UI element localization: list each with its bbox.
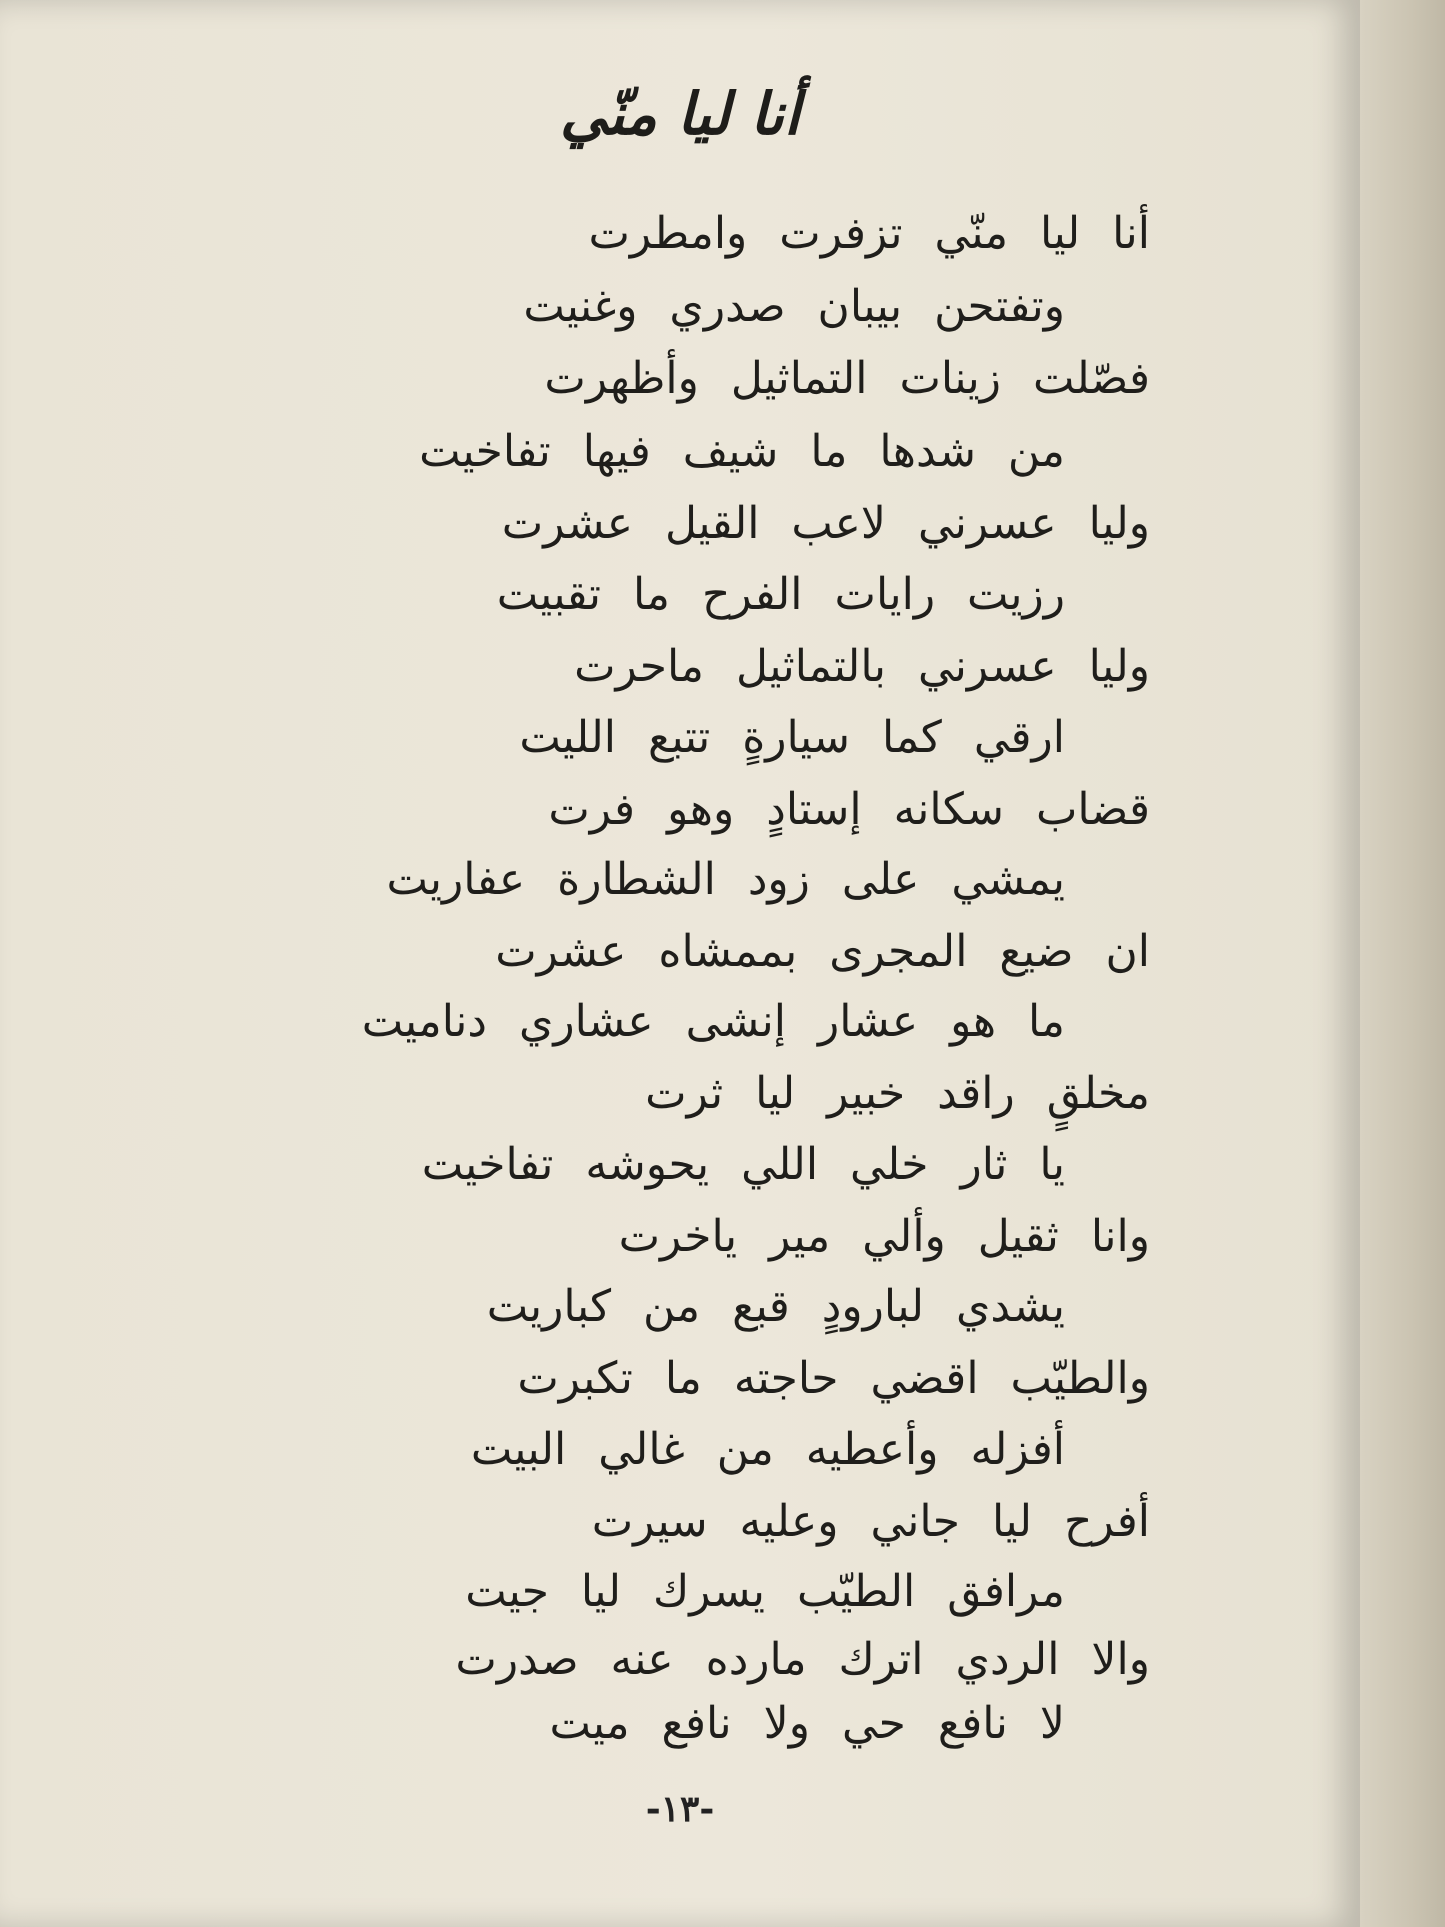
poem-line: يمشي على زود الشطارة عفاريت: [386, 854, 1065, 905]
poem-line: أفرح ليا جاني وعليه سيرت: [591, 1496, 1150, 1547]
page-edge: [1360, 0, 1445, 1927]
poem-line: لا نافع حي ولا نافع ميت: [549, 1698, 1065, 1749]
poem-line: وتفتحن بيبان صدري وغنيت: [523, 281, 1065, 332]
poem-line: ما هو عشار إنشى عشاري دناميت: [361, 996, 1065, 1047]
poem-line: وانا ثقيل وألي مير ياخرت: [618, 1211, 1150, 1262]
poem-line: رزيت رايات الفرح ما تقبيت: [496, 569, 1065, 620]
poem-line: يشدي لبارودٍ قبع من كباريت: [486, 1281, 1065, 1332]
poem-line: قضاب سكانه إستادٍ وهو فرت: [548, 784, 1150, 835]
page-number: -١٣-: [645, 1788, 715, 1830]
poem-line: فصّلت زينات التماثيل وأظهرت: [544, 353, 1150, 404]
poem-line: مرافق الطيّب يسرك ليا جيت: [465, 1566, 1065, 1617]
poem-line: وليا عسرني لاعب القيل عشرت: [501, 498, 1150, 549]
poem-body: [140, 0, 1150, 1780]
poem-line: أفزله وأعطيه من غالي البيت: [470, 1424, 1065, 1475]
poem-title: أنا ليا منّي: [559, 80, 801, 148]
poem-line: والطيّب اقضي حاجته ما تكبرت: [517, 1353, 1150, 1404]
poem-line: ارقي كما سيارةٍ تتبع الليت: [519, 712, 1065, 763]
poem-line: يا ثار خلي اللي يحوشه تفاخيت: [421, 1139, 1065, 1190]
poem-line: وليا عسرني بالتماثيل ماحرت: [574, 641, 1150, 692]
poem-line: ان ضيع المجرى بممشاه عشرت: [495, 926, 1150, 977]
poem-line: والا الردي اترك مارده عنه صدرت: [455, 1634, 1150, 1685]
poem-line: مخلقٍ راقد خبير ليا ثرت: [645, 1068, 1150, 1119]
poem-line: أنا ليا منّي تزفرت وامطرت: [588, 208, 1150, 259]
poem-line: من شدها ما شيف فيها تفاخيت: [419, 426, 1065, 477]
